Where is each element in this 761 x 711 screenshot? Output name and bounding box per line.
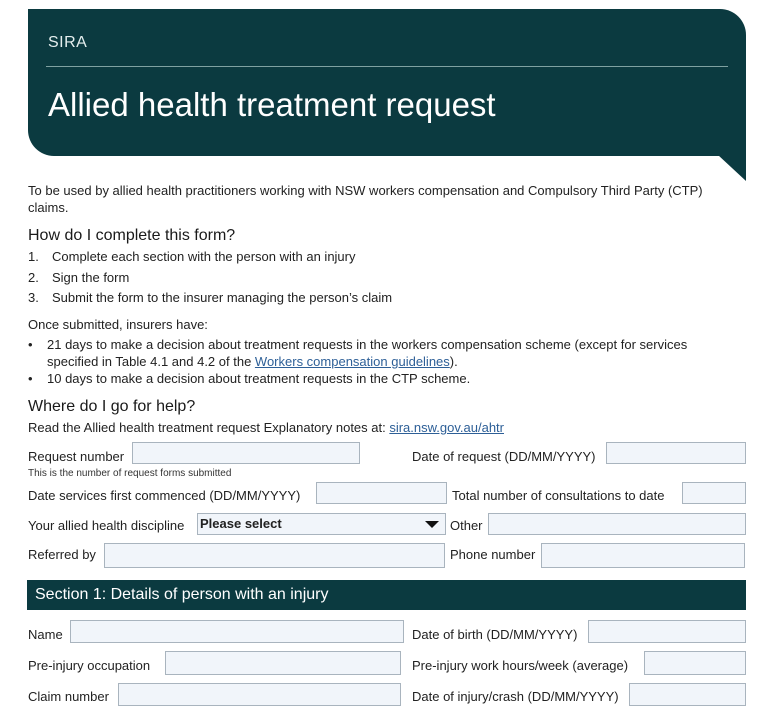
discipline-select[interactable] (197, 513, 446, 535)
section-1-title: Section 1: Details of person with an injury (35, 586, 329, 603)
dob-label: Date of birth (DD/MM/YYYY) (412, 627, 578, 642)
intro-text: To be used by allied health practitioners working with NSW workers compensation and Compulsory Third Party (CTP) (28, 183, 703, 198)
step-text: Complete each section with the person with an injury (52, 249, 356, 264)
phone-field[interactable] (541, 543, 745, 568)
work-hours-field[interactable] (644, 651, 746, 675)
discipline-selected-value: Please select (200, 516, 282, 531)
request-number-label: Request number (28, 449, 125, 464)
work-hours-label: Pre-injury work hours/week (average) (412, 658, 629, 673)
date-commenced-field[interactable] (316, 482, 447, 504)
bullet-text: 21 days to make a decision about treatment requests in the workers compensation scheme (except for services (47, 337, 688, 352)
occupation-field[interactable] (165, 651, 401, 675)
date-of-injury-field[interactable] (629, 683, 746, 706)
header-divider (46, 66, 728, 67)
explanatory-notes-link[interactable]: sira.nsw.gov.au/ahtr (389, 420, 504, 435)
step-number: 3. (28, 290, 39, 305)
dob-field[interactable] (588, 620, 746, 643)
bullet-text: 10 days to make a decision about treatment requests in the CTP scheme. (47, 371, 471, 386)
once-submitted-text: Once submitted, insurers have: (28, 317, 208, 332)
bullet-icon: • (28, 371, 33, 386)
step-number: 2. (28, 270, 39, 285)
bullet-icon: • (28, 337, 33, 352)
occupation-label: Pre-injury occupation (28, 658, 151, 673)
bullet-text-pre: specified in Table 4.1 and 4.2 of the (47, 354, 255, 369)
help-text (28, 420, 504, 435)
bullet-text-line2 (47, 354, 458, 369)
date-of-injury-label: Date of injury/crash (DD/MM/YYYY) (412, 689, 619, 704)
workers-compensation-guidelines-link[interactable]: Workers compensation guidelines (254, 354, 450, 369)
request-number-note: This is the number of request forms submitted (28, 468, 232, 479)
header-banner (28, 9, 746, 156)
date-of-request-label: Date of request (DD/MM/YYYY) (412, 449, 596, 464)
how-heading: How do I complete this form? (28, 227, 236, 244)
bullet-text-post: ). (449, 354, 458, 369)
other-label: Other (450, 518, 483, 533)
claim-number-label: Claim number (28, 689, 109, 704)
step-number: 1. (28, 249, 39, 264)
name-label: Name (28, 627, 63, 642)
step-text: Submit the form to the insurer managing the person’s claim (52, 290, 393, 305)
org-name: SIRA (48, 34, 88, 51)
chevron-down-icon (425, 521, 439, 528)
intro-text-line2: claims. (28, 200, 69, 215)
name-field[interactable] (70, 620, 404, 643)
form-title: Allied health treatment request (48, 86, 496, 123)
date-commenced-label: Date services first commenced (DD/MM/YYYY) (28, 488, 301, 503)
help-heading: Where do I go for help? (28, 398, 196, 415)
discipline-label: Your allied health discipline (28, 518, 185, 533)
request-number-field[interactable] (132, 442, 360, 464)
header-banner-tail (718, 155, 746, 181)
other-field[interactable] (488, 513, 746, 535)
phone-label: Phone number (450, 547, 536, 562)
date-of-request-field[interactable] (606, 442, 746, 464)
step-text: Sign the form (52, 270, 130, 285)
help-text-label: Read the Allied health treatment request Explanatory notes at: (28, 420, 390, 435)
total-consultations-field[interactable] (682, 482, 746, 504)
total-consultations-label: Total number of consultations to date (452, 488, 665, 503)
claim-number-field[interactable] (118, 683, 401, 706)
referred-by-field[interactable] (104, 543, 445, 568)
referred-by-label: Referred by (28, 547, 96, 562)
